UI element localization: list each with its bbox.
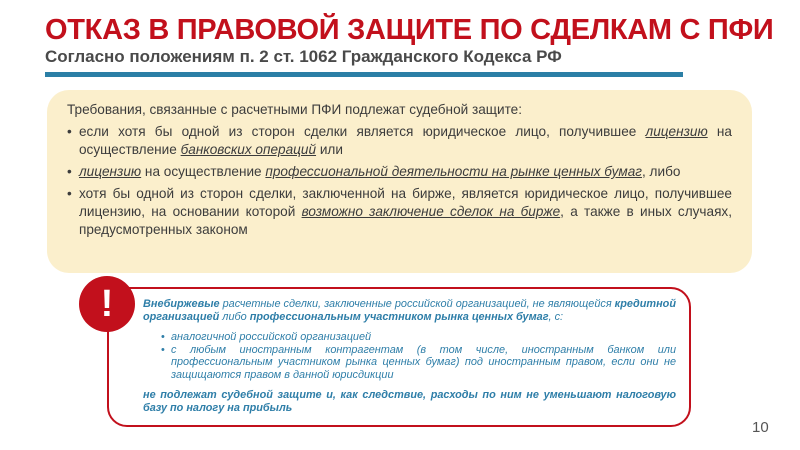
requirement-item-exchange [67, 185, 732, 239]
warning-content [143, 298, 676, 414]
warning-emphasis: Внебиржевые [143, 298, 220, 310]
requirement-emphasis: возможно заключение сделок на бирже [301, 204, 561, 219]
requirement-text: на осуществление [141, 164, 266, 179]
requirement-text: , а также в иных случаях, предусмотренных законом [79, 204, 732, 237]
requirement-text: хотя бы одной из сторон сделки, заключенной на бирже, является юридическое лицо, получившее лицензию, на основании которой [79, 186, 732, 219]
slide-subtitle: Согласно положениям п. 2 ст. 1062 Гражданского Кодекса РФ [45, 47, 562, 66]
warning-list-item [161, 331, 676, 344]
title-underline [45, 72, 683, 77]
warning-list-item [161, 344, 676, 382]
bullet-icon: • [67, 124, 72, 139]
warning-list-text: аналогичной российской организацией [171, 331, 372, 343]
bullet-icon: • [67, 164, 72, 179]
warning-intro [143, 298, 676, 323]
requirements-card [47, 90, 752, 273]
warning-list [161, 331, 676, 381]
bullet-icon: • [161, 331, 165, 343]
warning-text: , с: [548, 310, 564, 323]
requirements-list [67, 123, 732, 239]
requirements-intro: Требования, связанные с расчетными ПФИ подлежат судебной защите: [67, 102, 522, 117]
warning-emphasis: профессиональным участником рынка ценных бумаг [249, 310, 549, 323]
bullet-icon: • [67, 186, 72, 201]
exclamation-icon: ! [79, 276, 135, 332]
requirement-text: на осуществление [79, 124, 732, 157]
slide-title: ОТКАЗ В ПРАВОВОЙ ЗАЩИТЕ ПО СДЕЛКАМ С ПФИ [45, 14, 774, 46]
page-number: 10 [752, 419, 769, 436]
requirement-emphasis: профессиональной деятельности на рынке ценных бумаг [265, 164, 642, 179]
requirement-emphasis: лицензию [79, 164, 142, 179]
warning-emphasis: кредитной организацией [143, 298, 676, 323]
warning-text: либо [219, 310, 250, 323]
requirement-emphasis: лицензию [645, 124, 708, 139]
requirement-text: или [316, 142, 343, 157]
warning-list-text: с любым иностранным контрагентам (в том числе, иностранным банком или профессиональным участником рынка ценных бумаг) под иностранным правом, если они не защищаются правом в данной юрисдикции [171, 343, 676, 381]
warning-conclusion: не подлежат судебной защите и, как следствие, расходы по ним не уменьшают налоговую базу по налогу на прибыль [143, 389, 676, 414]
requirement-text: , либо [642, 164, 681, 179]
requirement-emphasis: банковских операций [180, 142, 317, 157]
requirement-text: если хотя бы одной из сторон сделки является юридическое лицо, получившее [79, 124, 646, 139]
bullet-icon: • [161, 343, 165, 356]
requirement-item-securities-license [67, 163, 732, 181]
requirement-item-bank-license [67, 123, 732, 159]
warning-text: расчетные сделки, заключенные российской организацией, не являющейся [219, 298, 615, 310]
